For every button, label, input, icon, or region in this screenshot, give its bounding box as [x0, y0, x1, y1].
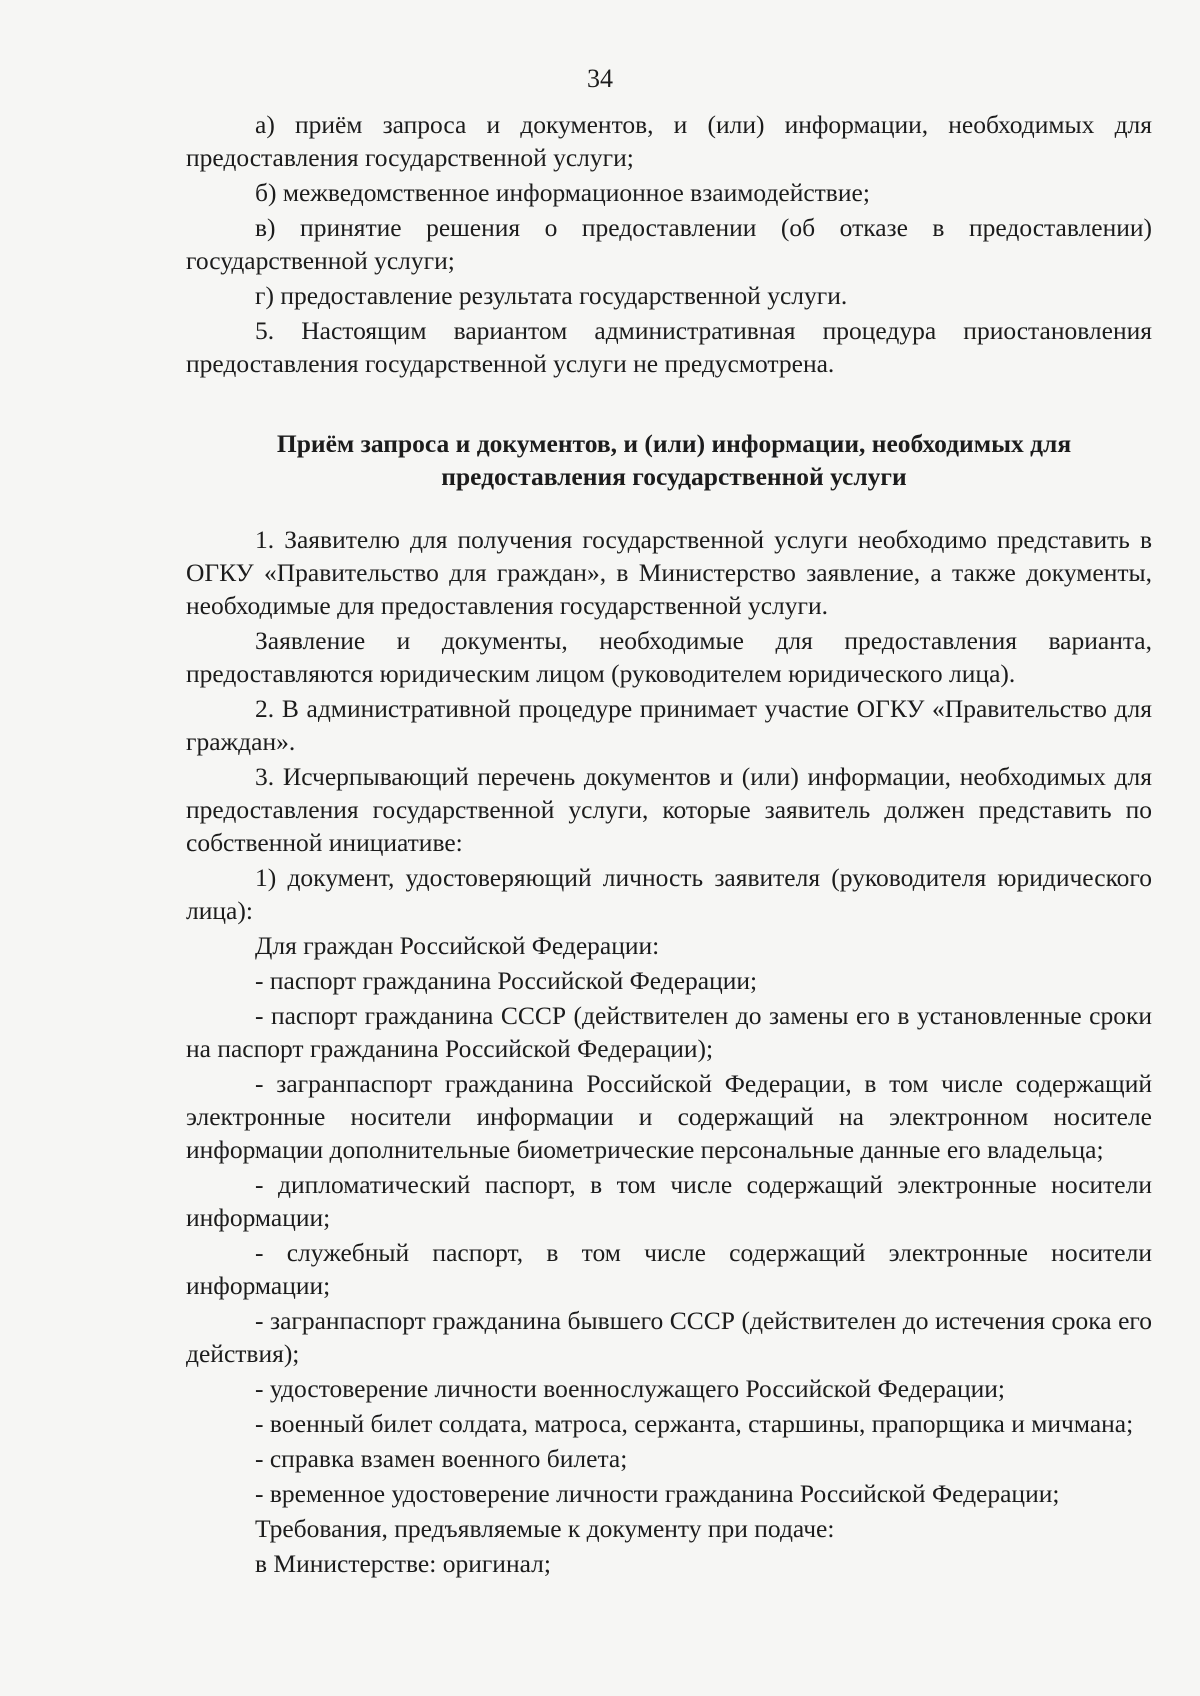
list-body [186, 523, 1152, 1580]
paragraph: 2. В административной процедуре принимает участие ОГКУ «Правительство для граждан». [186, 694, 1152, 756]
paragraph: 1) документ, удостоверяющий личность заявителя (руководителя юридического лица): [186, 863, 1152, 925]
paragraph: 1. Заявителю для получения государственной услуги необходимо представить в ОГКУ «Правительство для граждан», в Министерство заявление, а также документы, необходимые для предоставления государственной услуги. [186, 525, 1152, 620]
paragraph: - загранпаспорт гражданина Российской Федерации, в том числе содержащий электронные носители информации и содержащий на электронном носителе информации дополнительные биометрические персональные данные его владельца; [186, 1069, 1152, 1164]
paragraph: - справка взамен военного билета; [255, 1444, 628, 1473]
paragraph: - паспорт гражданина СССР (действителен до замены его в установленные сроки на паспорт гражданина Российской Федерации); [186, 1001, 1152, 1063]
paragraph: в) принятие решения о предоставлении (об отказе в предоставлении) государственной услуги; [186, 213, 1152, 275]
paragraph: - служебный паспорт, в том числе содержащий электронные носители информации; [186, 1238, 1152, 1300]
document-body [186, 108, 1152, 1582]
paragraph: 5. Настоящим вариантом административная процедура приостановления предоставления государственной услуги не предусмотрена. [186, 316, 1152, 378]
paragraph: г) предоставление результата государственной услуги. [255, 281, 848, 310]
page-number: 34 [587, 64, 613, 93]
paragraph: Требования, предъявляемые к документу при подаче: [255, 1514, 835, 1543]
paragraph: б) межведомственное информационное взаимодействие; [255, 178, 870, 207]
paragraph: а) приём запроса и документов, и (или) информации, необходимых для предоставления государственной услуги; [186, 110, 1152, 172]
paragraph: - загранпаспорт гражданина бывшего СССР (действителен до истечения срока его действия); [186, 1306, 1152, 1368]
paragraph: в Министерстве: оригинал; [255, 1549, 551, 1578]
list-top [186, 108, 1152, 380]
paragraph: 3. Исчерпывающий перечень документов и (или) информации, необходимых для предоставления государственной услуги, которые заявитель должен представить по собственной инициативе: [186, 762, 1152, 857]
paragraph: Для граждан Российской Федерации: [255, 931, 660, 960]
paragraph: - дипломатический паспорт, в том числе содержащий электронные носители информации; [186, 1170, 1152, 1232]
paragraph: - военный билет солдата, матроса, сержанта, старшины, прапорщика и мичмана; [255, 1409, 1134, 1438]
paragraph: - удостоверение личности военнослужащего Российской Федерации; [255, 1374, 1005, 1403]
paragraph: Заявление и документы, необходимые для предоставления варианта, предоставляются юридическим лицом (руководителем юридического лица). [186, 626, 1152, 688]
paragraph: - паспорт гражданина Российской Федерации; [255, 966, 758, 995]
paragraph: - временное удостоверение личности гражданина Российской Федерации; [255, 1479, 1060, 1508]
section-heading: Приём запроса и документов, и (или) информации, необходимых для предоставления государственной услуги [276, 429, 1072, 491]
